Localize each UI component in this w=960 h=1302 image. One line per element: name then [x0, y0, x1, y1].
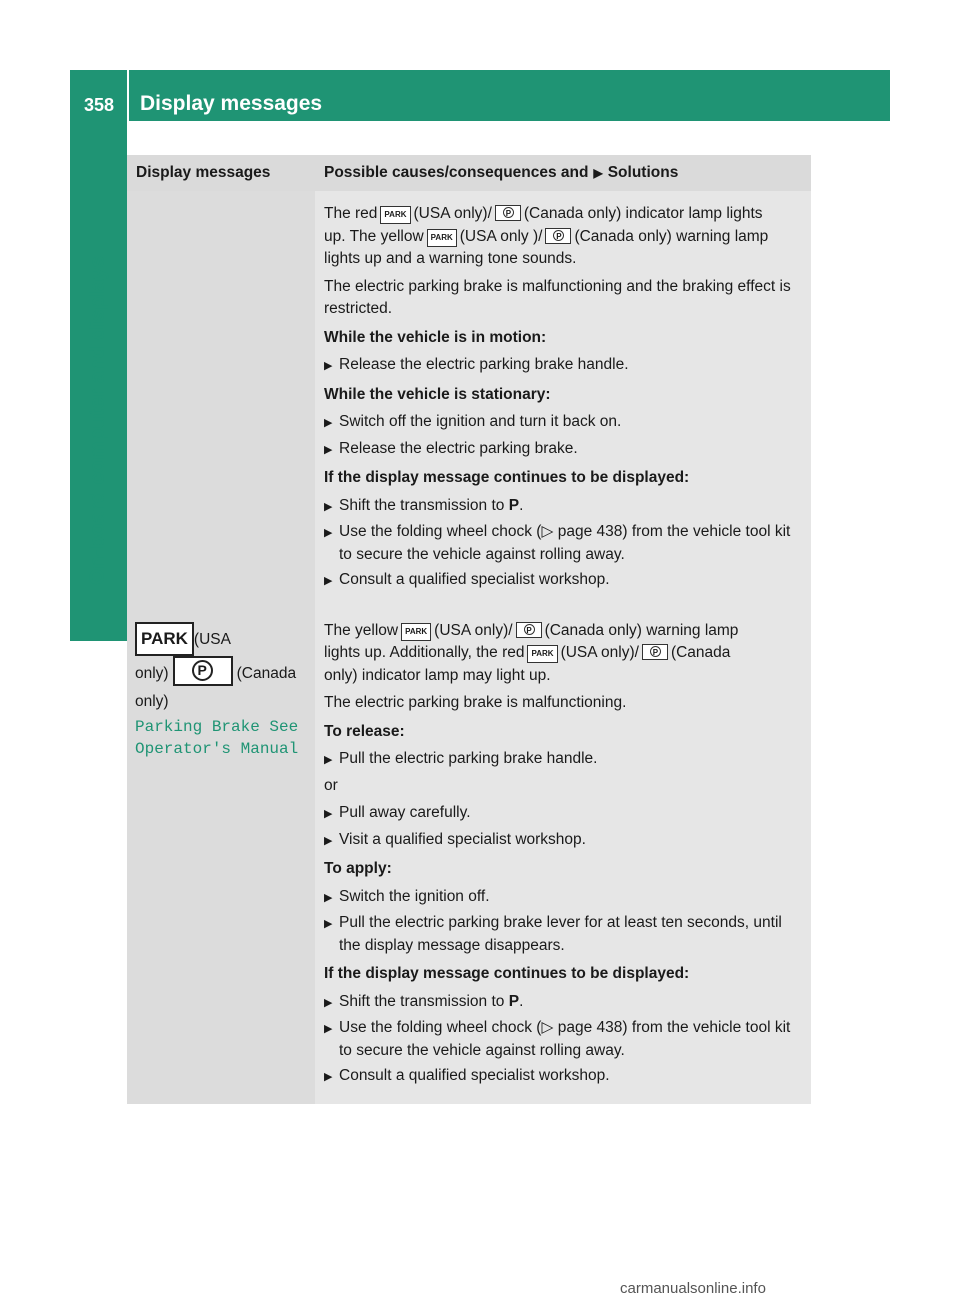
text: Shift the transmission to — [339, 992, 505, 1010]
subheading: To release: — [324, 722, 405, 740]
column-header-prefix: Possible causes/consequences and — [324, 164, 589, 181]
subheading: While the vehicle is in motion: — [324, 328, 547, 346]
list-item — [324, 1017, 803, 1062]
list-item — [324, 886, 803, 910]
page-reference[interactable]: page 438) from the vehicle tool kit to secure the vehicle against rolling away. — [339, 1019, 791, 1059]
display-message-cell — [127, 191, 315, 608]
page-ref-icon: ▷ — [541, 523, 554, 540]
table-row — [127, 608, 811, 1104]
column-header-suffix: Solutions — [607, 164, 679, 181]
text: The red — [324, 205, 378, 222]
header-divider — [127, 70, 129, 121]
text: (USA only )/ — [459, 227, 543, 245]
step-text: Visit a qualified specialist workshop. — [339, 830, 586, 848]
triangle-right-icon: ▶ — [324, 754, 333, 766]
list-item — [324, 991, 803, 1015]
list-item — [324, 829, 803, 853]
text: (Canada only) warning lamp — [574, 227, 769, 245]
text: lights up and a warning tone sounds. — [324, 250, 577, 267]
paragraph: The electric parking brake is malfunctioning. — [324, 694, 627, 711]
text: The yellow — [324, 621, 399, 639]
text: only) indicator lamp may light up. — [324, 666, 551, 684]
step-text: Consult a qualified specialist workshop. — [339, 571, 610, 588]
solution-cell — [315, 608, 811, 1104]
parking-brake-icon — [545, 228, 571, 244]
list-item — [324, 912, 803, 957]
parking-brake-icon — [642, 644, 668, 660]
step-text: Switch the ignition off. — [339, 887, 490, 905]
step-text — [339, 991, 523, 1015]
triangle-right-icon: ▶ — [324, 417, 333, 429]
park-icon: PARK — [401, 623, 431, 641]
text: Use the folding wheel chock ( — [339, 523, 542, 540]
paragraph: The electric parking brake is malfunctioning and the braking effect is restricted. — [324, 277, 791, 317]
list-item — [324, 521, 803, 566]
display-message-cell — [127, 608, 315, 1104]
paragraph — [324, 620, 803, 688]
subheading: If the display message continues to be displayed: — [324, 469, 690, 486]
text: (USA only)/ — [560, 644, 639, 661]
messages-table — [127, 155, 811, 1104]
triangle-right-icon: ▶ — [324, 500, 333, 513]
step-text: Release the electric parking brake handle. — [339, 356, 629, 373]
step-text — [339, 495, 523, 519]
text: Use the folding wheel chock ( — [339, 1019, 542, 1036]
list-item — [324, 748, 803, 772]
triangle-right-icon: ▶ — [324, 891, 333, 904]
list-item — [324, 354, 803, 378]
gear-letter: P — [508, 496, 520, 514]
subheading: If the display message continues to be displayed: — [324, 965, 690, 982]
list-item — [324, 1065, 803, 1089]
table-row — [127, 191, 811, 608]
text: Shift the transmission to — [339, 496, 505, 514]
message-line: Parking Brake See — [135, 717, 299, 736]
triangle-right-icon: ▶ — [324, 527, 333, 539]
text: (Canada — [670, 644, 731, 661]
triangle-right-icon: ▶ — [324, 360, 333, 372]
list-item — [324, 411, 803, 435]
display-message-text — [135, 716, 307, 760]
text: (USA only)/ — [413, 205, 492, 222]
parking-brake-icon — [495, 205, 521, 221]
triangle-right-icon: ▶ — [324, 1071, 333, 1083]
paragraph — [324, 203, 803, 271]
text: (Canada only) indicator lamp lights — [523, 205, 763, 222]
text: up. The yellow — [324, 227, 424, 245]
text: (Canada — [236, 664, 297, 682]
page-number: 358 — [83, 95, 115, 115]
list-item — [324, 569, 803, 593]
table-header — [127, 155, 811, 191]
subheading: To apply: — [324, 860, 392, 877]
column-header-display-messages: Display messages — [136, 164, 271, 181]
step-text: Release the electric parking brake. — [339, 439, 578, 457]
triangle-right-icon: ▶ — [324, 575, 333, 587]
message-icons — [135, 622, 307, 716]
gear-letter: P — [508, 992, 520, 1010]
text: . — [519, 496, 524, 514]
step-text: Pull the electric parking brake handle. — [339, 750, 598, 767]
triangle-right-icon: ▶ — [324, 443, 333, 456]
list-item — [324, 438, 803, 462]
column-header-solutions — [315, 164, 811, 182]
message-line: Operator's Manual — [135, 739, 299, 758]
subheading: While the vehicle is stationary: — [324, 385, 551, 403]
triangle-right-icon: ▶ — [593, 166, 603, 180]
list-item — [324, 802, 803, 826]
page-header — [70, 70, 890, 121]
text: only) — [135, 692, 169, 710]
page-reference[interactable]: page 438) from the vehicle tool kit to secure the vehicle against rolling away. — [339, 523, 791, 563]
text: lights up. Additionally, the red — [324, 644, 525, 661]
step-text — [339, 1017, 803, 1062]
solution-cell — [315, 191, 811, 608]
step-text: Pull away carefully. — [339, 804, 471, 821]
park-icon: PARK — [527, 645, 557, 663]
park-icon: PARK — [135, 622, 194, 656]
triangle-right-icon: ▶ — [324, 996, 333, 1009]
parking-brake-icon — [516, 622, 542, 638]
side-tab-label: On-board computer and displays — [86, 255, 109, 585]
step-text — [339, 521, 803, 566]
watermark: carmanualsonline.info — [620, 1280, 766, 1297]
text: (Canada only) warning lamp — [544, 621, 739, 639]
step-text: Consult a qualified specialist workshop. — [339, 1067, 610, 1084]
or-text: or — [324, 776, 338, 794]
step-text: Pull the electric parking brake lever for at least ten seconds, until the display message disappears. — [339, 914, 782, 954]
text: . — [519, 992, 524, 1010]
triangle-right-icon: ▶ — [324, 918, 333, 930]
park-icon: PARK — [380, 206, 410, 224]
page-ref-icon: ▷ — [541, 1019, 554, 1036]
step-text: Switch off the ignition and turn it back on. — [339, 413, 622, 430]
text: only) — [135, 664, 169, 682]
parking-brake-icon — [173, 656, 233, 686]
text: (USA only)/ — [434, 621, 513, 639]
triangle-right-icon: ▶ — [324, 808, 333, 820]
park-icon: PARK — [427, 229, 457, 247]
triangle-right-icon: ▶ — [324, 834, 333, 847]
text: (USA — [193, 630, 231, 648]
triangle-right-icon: ▶ — [324, 1023, 333, 1035]
section-title: Display messages — [140, 92, 323, 115]
list-item — [324, 495, 803, 519]
